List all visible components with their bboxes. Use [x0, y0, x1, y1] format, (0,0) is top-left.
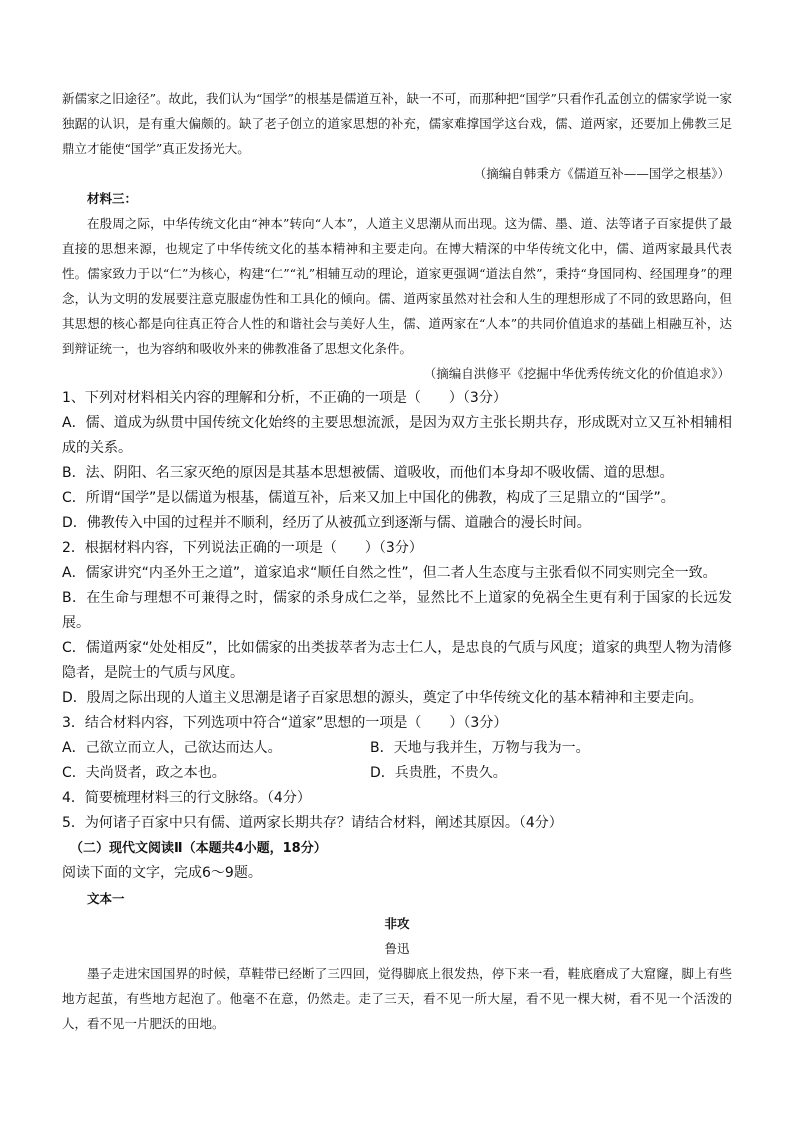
material2-paragraph-tail: 新儒家之旧途径”。故此，我们认为“国学”的根基是儒道互补，缺一不可，而那种把“国学”只看作孔孟创立的儒家学说一家独踞的认识，是有重大偏颇的。缺了老子创立的道家思想的补充，儒家难撑国学这台戏，儒、道两家，还要加上佛教三足鼎立才能使“国学”真正发扬光大。 — [62, 91, 732, 156]
question-3-stem: 3．结合材料内容，下列选项中符合“道家”思想的一项是（ ）（3分） — [62, 715, 508, 731]
material3-paragraph: 在殷周之际，中华传统文化由“神本”转向“人本”，人道主义思潮从而出现。这为儒、墨、道、法等诸子百家提供了最直接的思想来源，也规定了中华传统文化的基本精神和主要走向。在博大精深的中华传统文化中，儒、道两家最具代表性。儒家致力于以“仁”为核心，构建“仁”“礼”相辅互动的理论，道家更强调“道法自然”，秉持“身国同构、经国理身”的理念，认为文明的发展要注意克服虚伪性和工具化的倾向。儒、道两家虽然对社会和人生的理想形成了不同的致思路向，但其思想的核心都是向往真正符合人性的和谐社会与美好人生，儒、道两家在“人本”的共同价值追求的基础上相融互补，达到辩证统一，也为容纳和吸收外来的佛教准备了思想文化条件。 — [62, 216, 732, 356]
question-3-options-row-1 — [62, 736, 732, 761]
document-page — [62, 86, 732, 1036]
question-3-option-c: C．夫尚贤者，政之本也。 — [62, 765, 226, 781]
question-5: 5．为何诸子百家中只有儒、道两家长期共存？请结合材料，阐述其原因。（4分） — [62, 815, 563, 831]
story-author: 鲁迅 — [384, 941, 410, 956]
question-3-option-d: D．兵贵胜，不贵久。 — [370, 765, 507, 781]
material2-source: （摘编自韩秉方《儒道互补——国学之根基》） — [473, 166, 730, 181]
question-3-option-b: B．天地与我并生，万物与我为一。 — [370, 740, 590, 756]
question-4: 4．简要梳理材料三的行文脉络。（4分） — [62, 790, 311, 806]
material3-heading: 材料三： — [87, 191, 138, 206]
section-heading: （二）现代文阅读Ⅱ（本题共4小题，18分） — [70, 841, 327, 856]
text1-heading: 文本一 — [87, 891, 125, 906]
question-2-option-c: C．儒道两家“处处相反”，比如儒家的出类拔萃者为志士仁人，是忠良的气质与风度；道家的典型人物为清修隐者，是院士的气质与风度。 — [62, 640, 732, 681]
story-paragraph: 墨子走进宋国国界的时候，草鞋带已经断了三四回，觉得脚底上很发热，停下来一看，鞋底磨成了大窟窿，脚上有些地方起茧，有些地方起泡了。他毫不在意，仍然走。走了三天，看不见一所大屋，看不见一棵大树，看不见一个活泼的人，看不见一片肥沃的田地。 — [62, 966, 732, 1031]
question-2-option-d: D．殷周之际出现的人道主义思潮是诸子百家思想的源头，奠定了中华传统文化的基本精神和主要走向。 — [62, 690, 703, 706]
question-2-option-a: A．儒家讲究“内圣外王之道”，道家追求“顺任自然之性”，但二者人生态度与主张看似不同实则完全一致。 — [62, 565, 717, 581]
question-1-stem: 1、下列对材料相关内容的理解和分析，不正确的一项是（ ）（3分） — [62, 390, 507, 406]
question-1-option-c: C．所谓“国学”是以儒道为根基，儒道互补，后来又加上中国化的佛教，构成了三足鼎立的“国学”。 — [62, 490, 675, 506]
question-3-option-a: A．己欲立而立人，己欲达而达人。 — [62, 740, 282, 756]
question-3-options-row-2 — [62, 761, 732, 786]
question-1-option-a: A．儒、道成为纵贯中国传统文化始终的主要思想流派，是因为双方主张长期共存，形成既对立又互补相辅相成的关系。 — [62, 415, 732, 456]
question-2-option-b: B．在生命与理想不可兼得之时，儒家的杀身成仁之举，显然比不上道家的免祸全生更有利于国家的长远发展。 — [62, 590, 732, 631]
section-instructions: 阅读下面的文字，完成6～9题。 — [62, 865, 262, 881]
question-2-stem: 2．根据材料内容，下列说法正确的一项是（ ）（3分） — [62, 540, 423, 556]
material3-source: （摘编自洪修平《挖掘中华优秀传统文化的价值追求》） — [423, 366, 730, 381]
question-1-option-b: B．法、阴阳、名三家灭绝的原因是其基本思想被儒、道吸收，而他们本身却不吸收儒、道的思想。 — [62, 465, 674, 481]
story-title: 非攻 — [384, 916, 410, 931]
question-1-option-d: D．佛教传入中国的过程并不顺利，经历了从被孤立到逐渐与儒、道融合的漫长时间。 — [62, 515, 591, 531]
